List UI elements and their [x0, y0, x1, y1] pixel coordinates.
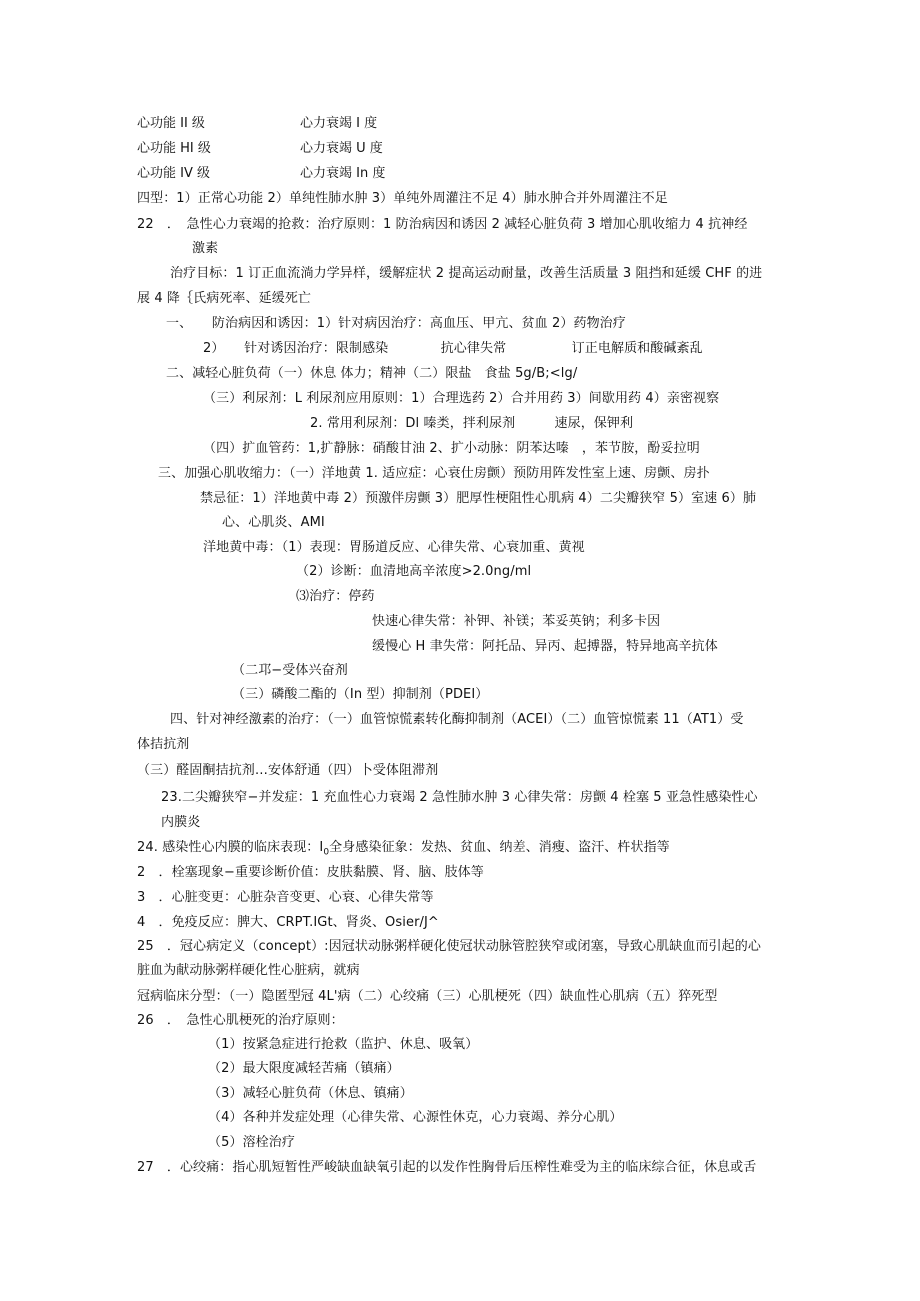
text-line: 25 ．冠心病定义（concept）:因冠状动脉粥样硬化使冠状动脉管腔狭窄或闭塞，导致心肌缺血而引起的心: [137, 939, 761, 954]
text-line: 26 ． 急性心肌梗死的治疗原则：: [137, 1013, 344, 1028]
text-line: 23.二尖瓣狭窄−并发症：1 充血性心力衰竭 2 急性肺水肿 3 心律失常：房颤 4 栓塞 5 亚急性感染性心: [161, 790, 758, 805]
text-line: （三）醛固酮拮抗剂…安体舒通（四）卜受体阻滞剂: [137, 763, 439, 778]
text-line: 2） 针对诱因治疗：限制感染 抗心律失常 订正电解质和酸碱紊乱: [203, 341, 703, 356]
grade-row-1-right: 心力衰竭 I 度: [300, 116, 378, 131]
text-line: 四、针对神经激素的治疗：（一）血管惊慌素转化酶抑制剂（ACEI）（二）血管惊慌素 11（AT1）受: [170, 712, 744, 727]
text-line: 2. 常用利尿剂：Dl 嗪类，拌利尿剂 速尿，保钾利: [310, 416, 634, 431]
text-line: 冠病临床分型：（一）隐匿型冠 4L'病（二）心绞痛（三）心肌梗死（四）缺血性心肌病（五）猝死型: [137, 989, 718, 1004]
grade-row-3-left: 心功能 IV 级: [137, 166, 210, 181]
text-line: 3 ．心脏变更：心脏杂音变更、心衰、心律失常等: [137, 890, 434, 905]
text-line: （2）最大限度减轻苦痛（镇痛）: [208, 1061, 400, 1076]
text-segment: 24. 感染性心内膜的临床表现：I: [137, 840, 324, 855]
subscript: 0: [323, 847, 330, 858]
text-line: 洋地黄中毒：（1）表现：胃肠道反应、心律失常、心衰加重、黄视: [203, 540, 585, 555]
text-line: 一、 防治病因和诱因：1）针对病因治疗：高血压、甲亢、贫血 2）药物治疗: [166, 316, 626, 331]
text-line: 缓慢心 H 聿失常：阿托品、异丙、起搏器，特异地高辛抗体: [372, 639, 718, 654]
grade-row-3-right: 心力衰竭 In 度: [300, 166, 386, 181]
grade-row-2-left: 心功能 HI 级: [137, 141, 211, 156]
text-segment: 全身感染征象：发热、贫血、纳差、消瘦、盗汗、杵状指等: [329, 840, 670, 855]
text-line: 三、加强心肌收缩力：（一）洋地黄 1. 适应症：心衰仕房颤）预防用阵发性室上速、房颤、房扑: [158, 466, 710, 481]
text-line: 4 ．免疫反应：脾大、CRPT.IGt、肾炎、Osier/J^: [137, 915, 439, 930]
text-line: （1）按紧急症进行抢救（监护、休息、吸氧）: [208, 1037, 479, 1052]
text-line: （3）减轻心脏负荷（休息、镇痛）: [208, 1086, 413, 1101]
text-line: 禁忌征：1）洋地黄中毒 2）预激伴房颤 3）肥厚性梗阻性心肌病 4）二尖瓣狭窄 5）室速 6）肺: [200, 491, 757, 506]
text-line: （三）磷酸二酯的（In 型）抑制剂（PDEI）: [232, 687, 489, 702]
text-line: 快速心律失常：补钾、补镁；苯妥英钠；利多卡因: [372, 614, 661, 629]
text-line: （4）各种并发症处理（心律失常、心源性休克，心力衰竭、养分心肌）: [208, 1110, 623, 1125]
text-line: 22 ． 急性心力衰竭的抢救：治疗原则：1 防治病因和诱因 2 减轻心脏负荷 3 增加心肌收缩力 4 抗神经: [137, 217, 748, 232]
text-line: ⑶治疗：停药: [296, 589, 375, 604]
text-line: [137, 839, 670, 862]
text-line: 27 ．心绞痛：指心肌短暂性严峻缺血缺氧引起的以发作性胸骨后压榨性难受为主的临床综合征，休息或舌: [137, 1160, 757, 1175]
text-line: 体拮抗剂: [137, 737, 190, 752]
text-line: （三）利尿剂：L 利尿剂应用原则：1）合理选药 2）合并用药 3）间歇用药 4）亲密视察: [203, 391, 720, 406]
text-line: 脏血为献动脉粥样硬化性心脏病，就病: [137, 963, 360, 978]
text-line: （2）诊断：血清地高辛浓度>2.0ng/ml: [296, 564, 532, 579]
text-line: 激素: [192, 241, 219, 256]
grade-row-2-right: 心力衰竭 U 度: [300, 141, 383, 156]
text-line: 展 4 降｛氏病死率、延缓死亡: [137, 291, 312, 306]
text-line: 四型：1）正常心功能 2）单纯性肺水肿 3）单纯外周灌注不足 4）肺水肿合并外周灌注不足: [137, 191, 668, 206]
text-line: （四）扩血管药：1,扩静脉：硝酸甘油 2、扩小动脉：阴苯达嗪 ，苯节胺，酚妥拉明: [203, 441, 700, 456]
grade-row-1-left: 心功能 II 级: [137, 116, 205, 131]
text-line: 二、减轻心脏负荷（一）休息 体力；精神（二）限盐 食盐 5g/B;<lg/: [166, 366, 578, 381]
text-line: 内膜炎: [161, 815, 201, 830]
text-line: （5）溶栓治疗: [208, 1135, 295, 1150]
text-line: 2 ．栓塞现象−重要诊断价值：皮肤黏膜、肾、脑、肢体等: [137, 865, 484, 880]
text-line: 心、心肌炎、AMI: [222, 515, 325, 530]
text-line: 治疗目标：1 订正血流淌力学异样，缓解症状 2 提高运动耐量，改善生活质量 3 阻挡和延缓 CHF 的进: [170, 266, 763, 281]
text-line: （二邛−受体兴奋剂: [232, 663, 348, 678]
